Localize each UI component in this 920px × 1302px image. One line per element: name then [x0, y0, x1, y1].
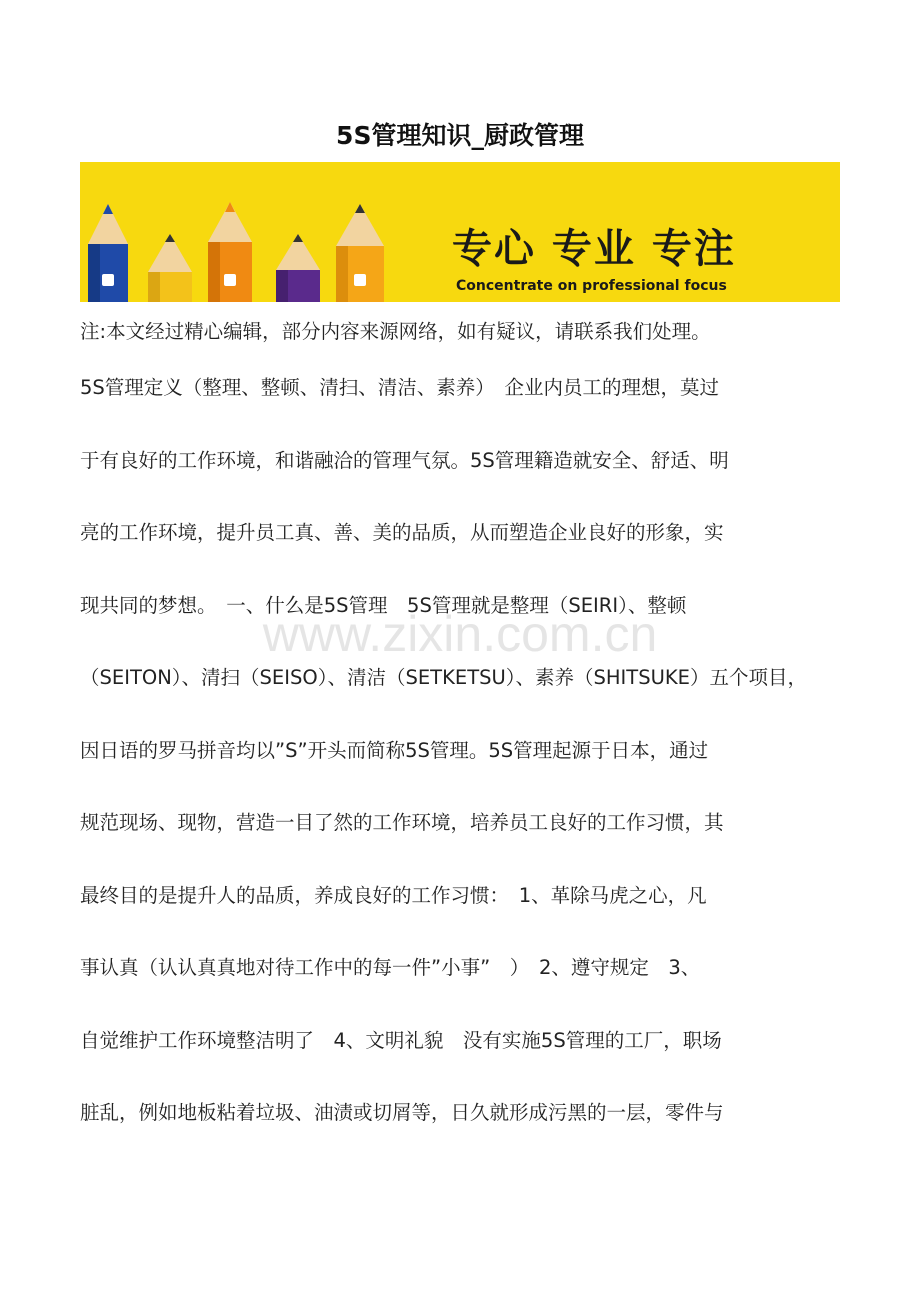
watermark-text: www.zixin.com.cn	[262, 606, 658, 662]
paragraph-line: 最终目的是提升人的品质，养成良好的工作习惯： 1、革除马虎之心，凡	[80, 883, 707, 907]
banner-image	[80, 162, 840, 302]
article-body	[80, 352, 850, 1150]
pencil-purple-icon	[276, 234, 320, 302]
pencil-blue-icon	[88, 204, 128, 302]
paragraph-line: 因日语的罗马拼音均以”S”开头而简称5S管理。5S管理起源于日本，通过	[80, 738, 709, 762]
paragraph-line: 现共同的梦想。 一、什么是5S管理 5S管理就是整理（SEIRI）、整顿	[80, 593, 687, 617]
pencil-orange-icon	[208, 202, 252, 302]
banner-slogan: 专心 专业 专注	[452, 226, 736, 272]
paragraph-line: 事认真（认认真真地对待工作中的每一件”小事” ） 2、遵守规定 3、	[80, 956, 701, 979]
pencil-yellow-icon	[148, 234, 192, 302]
pencil-gold-icon	[336, 204, 384, 302]
paragraph-line: 自觉维护工作环境整洁明了 4、文明礼貌 没有实施5S管理的工厂，职场	[80, 1028, 722, 1052]
editor-note: 注:本文经过精心编辑，部分内容来源网络，如有疑议，请联系我们处理。	[80, 320, 711, 343]
paragraph-line: 亮的工作环境，提升员工真、善、美的品质，从而塑造企业良好的形象，实	[80, 521, 724, 544]
banner-slogan-english: Concentrate on professional focus	[456, 278, 727, 294]
paragraph-line: 于有良好的工作环境，和谐融洽的管理气氛。5S管理籍造就安全、舒适、明	[80, 448, 729, 472]
paragraph-line: 脏乱，例如地板粘着垃圾、油渍或切屑等，日久就形成污黑的一层，零件与	[80, 1101, 724, 1124]
page-title: 5S管理知识_厨政管理	[336, 121, 584, 150]
paragraph-line: 规范现场、现物，营造一目了然的工作环境，培养员工良好的工作习惯，其	[80, 811, 724, 834]
paragraph-line: 5S管理定义（整理、整顿、清扫、清洁、素养） 企业内员工的理想，莫过	[80, 376, 720, 399]
paragraph-line: （SEITON）、清扫（SEISO）、清洁（SETKETSU）、素养（SHITSUKE）五个项目，	[80, 666, 807, 689]
